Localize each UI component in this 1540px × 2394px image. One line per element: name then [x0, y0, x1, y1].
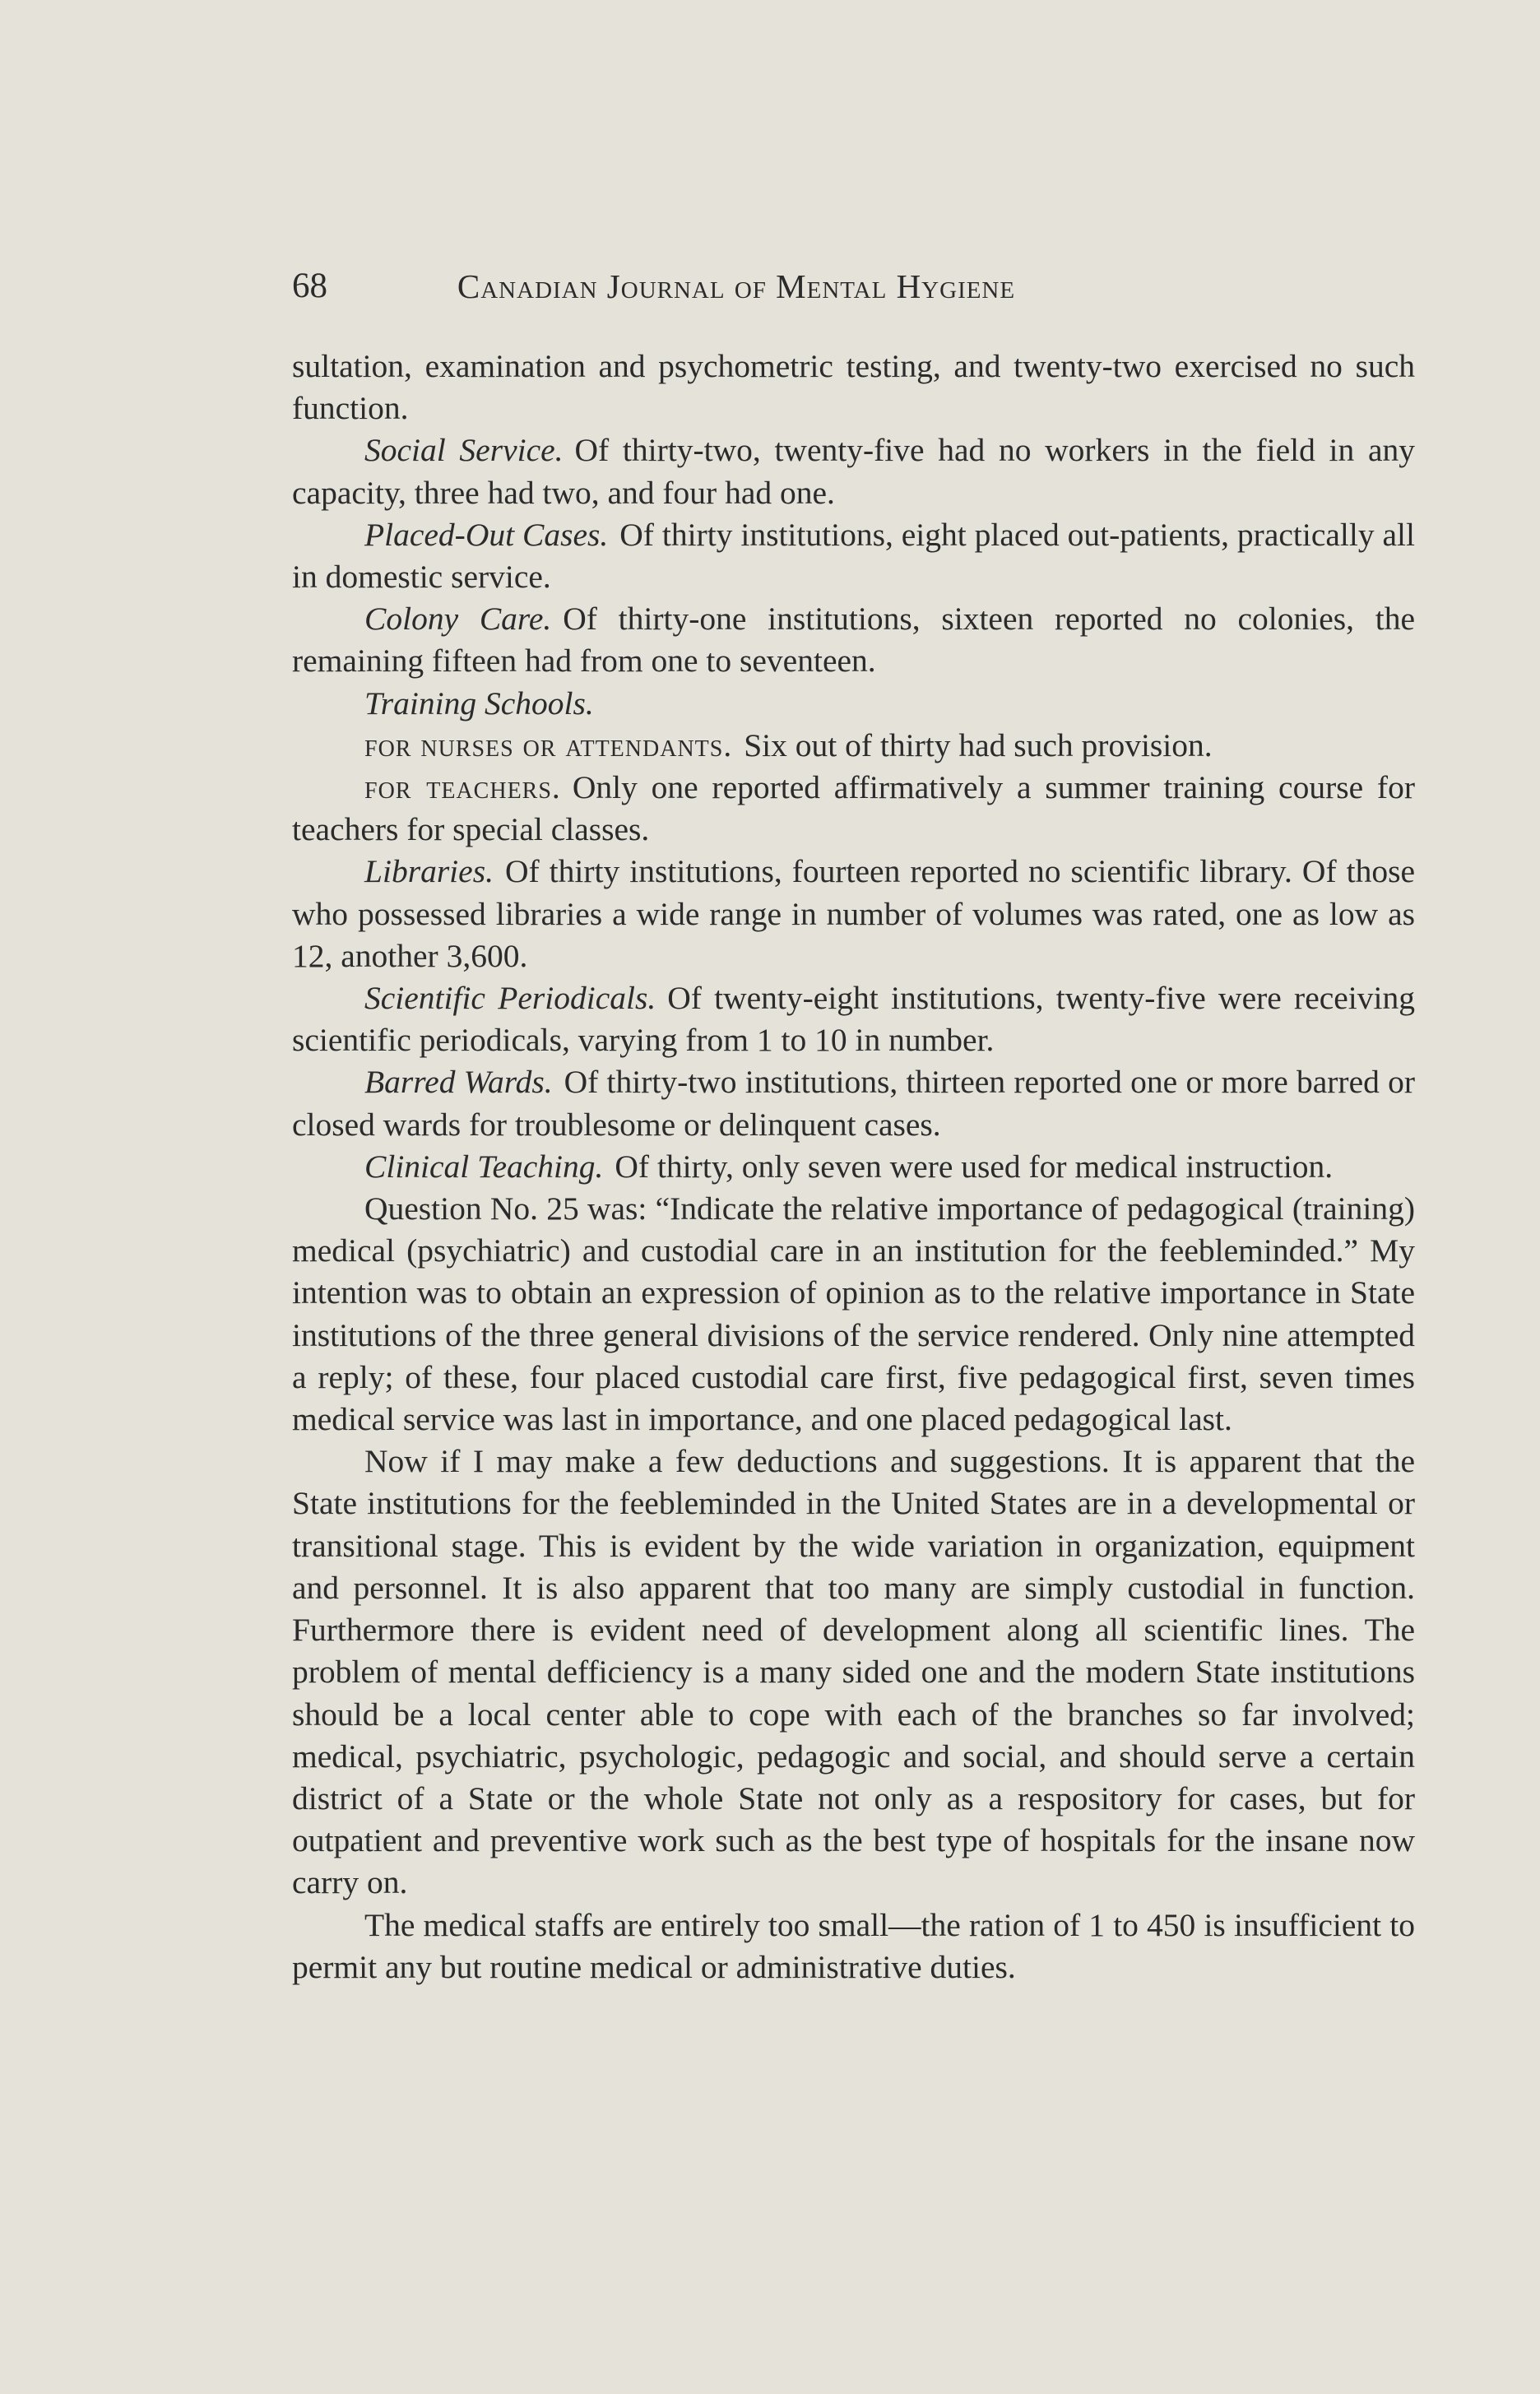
- paragraph-text: sultation, examination and psychometric testing, and twenty-two exercised no such function.: [292, 348, 1415, 427]
- paragraph-text: Of thirty-two institutions, thirteen reported one or more barred or closed wards for troublesome or delinquent cases.: [292, 1064, 1415, 1143]
- paragraph: [292, 725, 1415, 767]
- paragraph: [292, 514, 1415, 598]
- lead-phrase: for teachers.: [364, 769, 561, 806]
- lead-phrase: for nurses or attendants.: [364, 726, 733, 763]
- paragraph: [292, 767, 1415, 851]
- paragraph: [292, 1441, 1415, 1904]
- paragraph: [292, 977, 1415, 1061]
- lead-phrase: Libraries.: [364, 853, 494, 890]
- paragraph-text: Six out of thirty had such provision.: [744, 726, 1213, 763]
- paragraph-text: Of thirty-one institutions, sixteen reported no colonies, the remaining fifteen had from one to seventeen.: [292, 601, 1416, 680]
- article-body: [292, 346, 1415, 1988]
- subheading: [292, 683, 1415, 725]
- lead-phrase: Social Service.: [364, 432, 564, 469]
- paragraph-text: Of twenty-eight institutions, twenty-five were receiving scientific periodicals, varying from 1 to 10 in number.: [292, 980, 1415, 1059]
- paragraph: [292, 1905, 1415, 1988]
- paragraph: [292, 346, 1415, 429]
- page-number: 68: [292, 267, 327, 305]
- paragraph: [292, 851, 1415, 977]
- lead-phrase: Clinical Teaching.: [364, 1148, 604, 1185]
- running-title: Canadian Journal of Mental Hygiene: [457, 267, 1016, 305]
- paragraph-text: Now if I may make a few deductions and suggestions. It is apparent that the State institutions for the feebleminded in the United States are in a developmental or transitional stage. This is evident by the wide variation in organization, equipment and personnel. It is also apparent that too many are simply custodial in function. Furthermore there is evident need of development along all scientific lines. The problem of mental defficiency is a many sided one and the modern State institutions should be a local center able to cope with each of the branches so far involved; medical, psychiatric, psychologic, pedagogic and social, and should serve a certain district of a State or the whole State not only as a respository for cases, but for outpatient and preventive work such as the best type of hospitals for the insane now carry on.: [292, 1443, 1415, 1901]
- lead-phrase: Placed-Out Cases.: [364, 516, 609, 553]
- paragraph: [292, 1061, 1415, 1145]
- paragraph-text: Question No. 25 was: “Indicate the relative importance of pedagogical (training) medical (psychiatric) and custodial care in an institution for the feebleminded.” My intention was to obtain an expression of opinion as to the relative importance in State institutions of the three general divisions of the service rendered. Only nine attempted a reply; of these, four placed custodial care first, five pedagogical first, seven times medical service was last in importance, and one placed pedagogical last.: [292, 1190, 1415, 1438]
- paragraph: [292, 598, 1415, 682]
- paragraph: [292, 429, 1415, 513]
- paragraph-text: Of thirty institutions, fourteen reported no scientific library. Of those who possessed libraries a wide range in number of volumes was rated, one as low as 12, another 3,600.: [292, 853, 1415, 974]
- lead-phrase: Barred Wards.: [364, 1064, 553, 1101]
- paragraph-text: Only one reported affirmatively a summer training course for teachers for special classes.: [292, 769, 1415, 848]
- paragraph: [292, 1188, 1415, 1441]
- lead-phrase: Training Schools.: [364, 684, 594, 721]
- paragraph-text: Of thirty institutions, eight placed out-patients, practically all in domestic service.: [292, 516, 1415, 596]
- lead-phrase: Colony Care.: [364, 601, 552, 638]
- paragraph-text: The medical staffs are entirely too small—the ration of 1 to 450 is insufficient to permit any but routine medical or administrative duties.: [292, 1906, 1415, 1985]
- page-header: [292, 262, 1181, 311]
- paragraph-text: Of thirty-two, twenty-five had no workers in the field in any capacity, three had two, and four had one.: [292, 432, 1415, 511]
- paragraph-text: Of thirty, only seven were used for medical instruction.: [615, 1148, 1334, 1185]
- lead-phrase: Scientific Periodicals.: [364, 980, 656, 1017]
- paragraph: [292, 1146, 1415, 1188]
